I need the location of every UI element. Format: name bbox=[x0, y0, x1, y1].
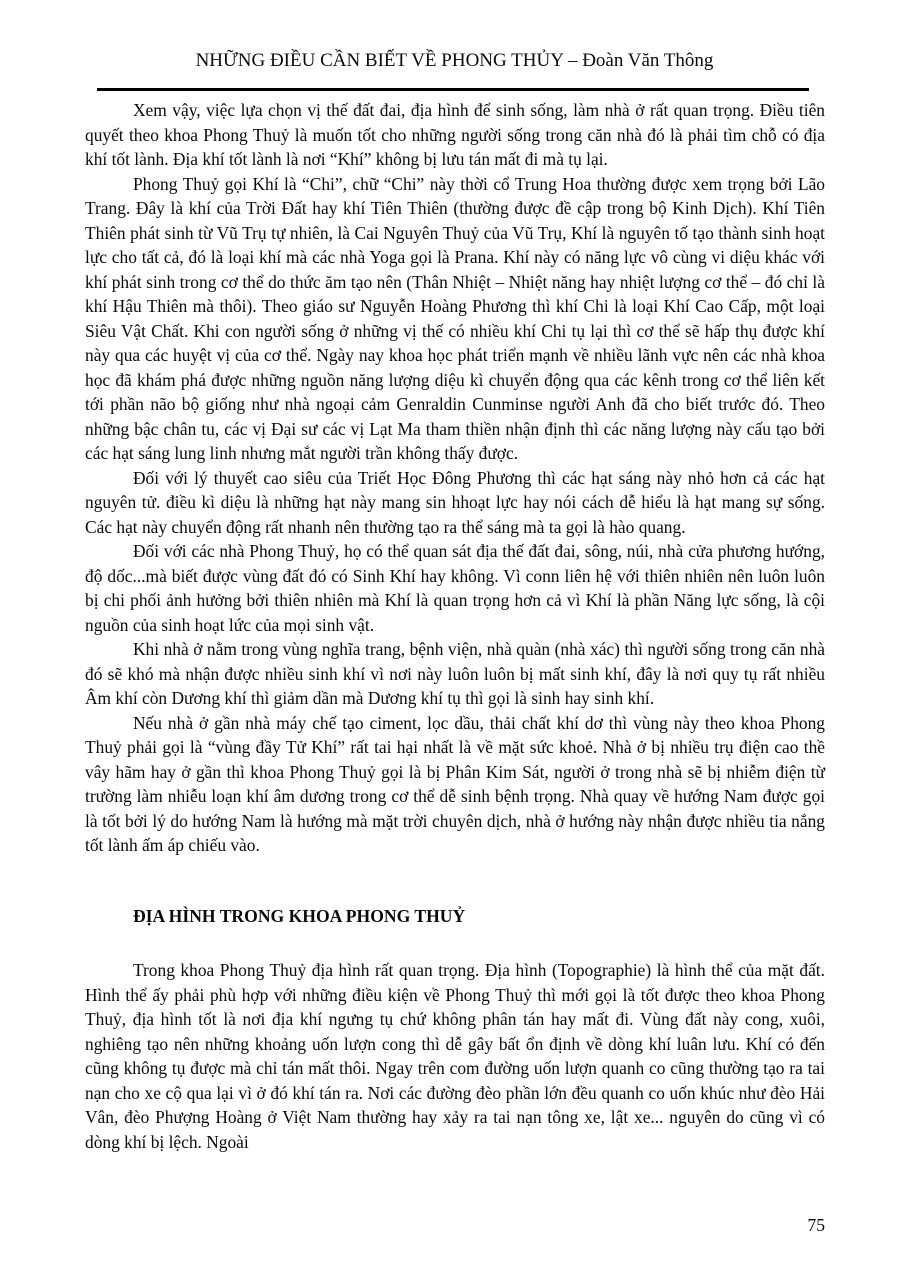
header-rule bbox=[97, 88, 809, 91]
body-paragraph: Đối với lý thuyết cao siêu của Triết Học Đông Phương thì các hạt sáng này nhỏ hơn cả các hạt nguyên tử. điều kì diệu là những hạt này mang sin hhoạt lực hay nói cách dễ hiểu là hạt mang sự sống. Các hạt này chuyển động rất nhanh nên thường tạo ra thể sáng mà ta gọi là hào quang. bbox=[85, 467, 825, 537]
body-paragraph: Trong khoa Phong Thuỷ địa hình rất quan trọng. Địa hình (Topographie) là hình thể của mặt đất. Hình thể ấy phải phù hợp với những điều kiện về Phong Thuỷ thì mới gọi là tốt được theo khoa Phong Thuỷ, địa hình tốt là nơi địa khí ngưng tụ chứ không phân tán hay mất đi. Vùng đất này cong, xuôi, nghiêng tạo nên những khoảng uốn lượn cong thì dễ gây bất ổn định về dòng khí luân lưu. Khí có đến cũng không tụ được mà chỉ tán mất thôi. Ngay trên com đường uốn lượn quanh co cũng thường tạo ra tai nạn cho xe cộ qua lại vì ở đó khí tán ra. Nơi các đường đèo phần lớn đều quanh co uốn khúc như đèo Hải Vân, đèo Phượng Hoàng ở Việt Nam thường hay xảy ra tai nạn tông xe, lật xe... nguyên do cũng vì có dòng khí bị lệch. Ngoài bbox=[85, 960, 825, 1152]
body-paragraph: Phong Thuỷ gọi Khí là “Chi”, chữ “Chi” này thời cổ Trung Hoa thường được xem trọng bởi Lão Trang. Đây là khí của Trời Đất hay khí Tiên Thiên (thường được đề cập trong bộ Kinh Dịch). Khí Tiên Thiên phát sinh từ Vũ Trụ tự nhiên, là Cai Nguyên Thuỷ của Vũ Trụ, Khí là nguyên tố tạo thành sinh hoạt lực cho tất cả, đó là loại khí mà các nhà Yoga gọi là Prana. Khí này có năng lực vô cùng vi diệu khác với khí phát sinh trong cơ thể do thức ăm tạo nên (Thân Nhiệt – Nhiệt năng hay nhiệt lượng cơ thể – đó chỉ là khí Hậu Thiên mà thôi). Theo giáo sư Nguyễn Hoàng Phương thì khí Chi là loại Khí Cao Cấp, một loại Siêu Vật Chất. Khi con người sống ở những vị thế có nhiều khí Chi tụ lại thì cơ thể sẽ hấp thụ được khí này qua các huyệt vị của cơ thể. Ngày nay khoa học phát triển mạnh về nhiều lãnh vực nên các nhà khoa học đã khám phá được những nguồn năng lượng diệu kì chuyển động qua các kênh trong cơ thể liên kết tới phần não bộ giống như nhà ngoại cảm Genraldin Cunminse người Anh đã cho biết trước đó. Theo những bậc chân tu, các vị Đại sư các vị Lạt Ma tham thiền nhận định thì các năng lượng này cấu tạo bởi các hạt sáng lung linh nhưng mắt người trần không thấy được. bbox=[85, 173, 825, 463]
page-number: 75 bbox=[807, 1215, 825, 1235]
body-paragraph: Đối với các nhà Phong Thuỷ, họ có thể quan sát địa thế đất đai, sông, núi, nhà cửa phương hướng, độ dốc...mà biết được vùng đất đó có Sinh Khí hay không. Vì conn liên hệ với thiên nhiên nên luôn luôn bị chi phối ảnh hưởng bởi thiên nhiên mà Khí là quan trọng hơn cả vì Khí là phần Năng lực sống, là cội nguồn của sinh hoạt lức của mọi sinh vật. bbox=[85, 541, 825, 635]
body-paragraph: Nếu nhà ở gần nhà máy chế tạo ciment, lọc dầu, thải chất khí dơ thì vùng này theo khoa Phong Thuỷ phải gọi là “vùng đầy Tử Khí” rất tai hại nhất là về mặt sức khoẻ. Nhà ở bị nhiều trụ điện cao thề vây hãm hay ở gần thì khoa Phong Thuỷ gọi là bị Phân Kim Sát, người ở trong nhà sẽ bị nhiễm điện từ trường làm nhiễu loạn khí âm dương trong cơ thể dễ sinh bệnh trọng. Nhà quay về hướng Nam được gọi là tốt bởi lý do hướng Nam là hướng mà mặt trời chuyên dịch, nhà ở hướng này nhận được nhiều tia nắng tốt lành ấm áp chiếu vào. bbox=[85, 712, 825, 855]
page-body bbox=[85, 98, 825, 1154]
page-header-title: NHỮNG ĐIỀU CẦN BIẾT VỀ PHONG THỦY – Đoàn Văn Thông bbox=[195, 50, 714, 71]
body-paragraph: Xem vậy, việc lựa chọn vị thế đất đai, địa hình để sinh sống, làm nhà ở rất quan trọng. Điều tiên quyết theo khoa Phong Thuỷ là muốn tốt cho những người sống trong căn nhà đó là phải tìm chỗ có địa khí tốt lành. Địa khí tốt lành là nơi “Khí” không bị lưu tán mất đi mà tụ lại. bbox=[85, 100, 825, 169]
section-heading: ĐỊA HÌNH TRONG KHOA PHONG THUỶ bbox=[133, 905, 466, 926]
body-paragraph: Khi nhà ở nằm trong vùng nghĩa trang, bệnh viện, nhà quàn (nhà xác) thì người sống trong căn nhà đó sẽ khó mà nhận được nhiều sinh khí vì nơi này luôn luôn bị mất sinh khí, đây là nơi quy tụ rất nhiều Âm khí còn Dương khí thì giảm dần mà Dương khí tụ thì gọi là sinh hay sinh khí. bbox=[85, 639, 825, 708]
